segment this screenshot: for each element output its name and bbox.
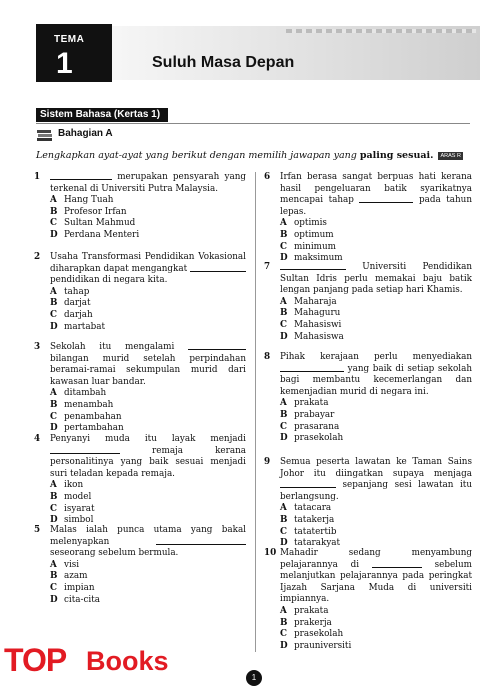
logo-part1: TOP	[4, 642, 67, 678]
tema-tab	[36, 24, 112, 82]
chapter-header	[36, 18, 480, 80]
question-9	[264, 457, 472, 550]
option-letter: C	[280, 319, 288, 330]
option-letter: C	[280, 421, 288, 432]
option-text: impian	[64, 582, 95, 593]
answer-blank	[188, 342, 246, 350]
answer-blank	[280, 364, 344, 372]
option-letter: B	[280, 308, 288, 319]
option-text: visi	[64, 559, 80, 570]
question-stem	[50, 172, 246, 195]
options	[50, 287, 246, 333]
option-text: menambah	[64, 399, 114, 410]
option-text: Mahaguru	[294, 308, 341, 319]
option-c	[280, 629, 472, 641]
option-text: prakerja	[294, 617, 332, 628]
option-text: pertambahan	[64, 423, 124, 434]
option-d	[280, 433, 472, 445]
option-text: ikon	[64, 480, 84, 491]
option-letter: B	[50, 571, 58, 582]
option-text: tatarakyat	[294, 538, 341, 549]
options	[280, 503, 472, 549]
option-text: ditambah	[64, 388, 107, 399]
question-stem	[280, 172, 472, 218]
option-d	[50, 230, 246, 242]
instruction	[36, 150, 463, 161]
option-letter: B	[50, 298, 58, 309]
options	[50, 195, 246, 241]
instruction-text: Lengkapkan ayat-ayat yang berikut dengan memilih jawapan yang	[36, 150, 360, 161]
option-text: Maharaja	[294, 296, 337, 307]
options	[280, 218, 472, 264]
stem-after-blank: bilangan murid setelah perpindahan beramai-ramai sekumpulan murid dari kawasan luar bandar.	[50, 353, 246, 387]
option-letter: B	[50, 491, 58, 502]
question-number: 4	[34, 434, 41, 444]
question-number: 3	[34, 342, 41, 352]
option-text: tatacara	[294, 503, 332, 514]
option-text: prauniversiti	[294, 640, 352, 651]
question-stem	[280, 352, 472, 398]
option-letter: C	[50, 582, 58, 593]
option-letter: D	[50, 229, 58, 240]
question-number: 9	[264, 457, 271, 467]
option-d	[280, 641, 472, 653]
question-number: 2	[34, 252, 41, 262]
options	[280, 606, 472, 652]
question-6	[264, 172, 472, 265]
options	[50, 388, 246, 434]
question-stem	[280, 457, 472, 503]
option-letter: D	[50, 423, 58, 434]
answer-blank	[50, 446, 120, 454]
stem-after-blank: Universiti Pendidikan Sultan Idris perlu memakai baju batik lengan panjang pada setiap hari Khamis.	[280, 262, 472, 296]
question-7	[264, 262, 472, 343]
question-number: 7	[264, 262, 271, 272]
topbooks-logo	[0, 640, 180, 684]
option-b	[50, 298, 246, 310]
option-b	[280, 410, 472, 422]
option-text: prabayar	[294, 409, 335, 420]
option-d	[50, 322, 246, 334]
question-1	[34, 172, 246, 242]
option-b	[50, 571, 246, 583]
section-slashes: //	[160, 106, 167, 120]
option-letter: C	[280, 241, 288, 252]
option-text: darjat	[64, 298, 91, 309]
answer-blank	[50, 172, 112, 180]
option-text: maksimum	[294, 253, 343, 264]
option-d	[280, 332, 472, 344]
option-a	[280, 297, 472, 309]
option-letter: A	[50, 480, 57, 491]
option-letter: D	[50, 594, 58, 605]
header-stripe	[286, 29, 476, 33]
option-a	[280, 503, 472, 515]
stem-after-blank: pendidikan di negara kita.	[50, 275, 168, 286]
stem-before-blank: Usaha Transformasi Pendidikan Vokasional diharapkan dapat mengangkat	[50, 252, 246, 274]
options	[50, 560, 246, 606]
option-c	[280, 422, 472, 434]
stem-before-blank: Penyanyi muda itu layak menjadi	[50, 434, 246, 444]
stem-before-blank: Pihak kerajaan perlu menyediakan	[280, 352, 472, 362]
option-text: prasarana	[294, 421, 340, 432]
options	[50, 480, 246, 526]
option-a	[280, 398, 472, 410]
answer-blank	[372, 560, 422, 568]
option-text: optimum	[294, 229, 334, 240]
question-number: 1	[34, 172, 41, 182]
option-letter: C	[50, 503, 58, 514]
tema-label: TEMA	[54, 34, 85, 45]
option-text: isyarat	[64, 503, 95, 514]
option-letter: B	[280, 617, 288, 628]
option-text: azam	[64, 571, 88, 582]
option-letter: A	[280, 398, 287, 409]
option-b	[280, 230, 472, 242]
option-c	[50, 412, 246, 424]
stem-before-blank: Mahadir sedang menyambung pelajarannya di	[280, 548, 472, 570]
answer-blank	[190, 264, 246, 272]
logo-part2: Books	[86, 646, 169, 676]
question-10	[264, 548, 472, 652]
answer-blank	[280, 262, 346, 270]
aras-badge: ARAS R	[440, 153, 461, 159]
option-letter: C	[50, 218, 58, 229]
stem-after-blank: pada tahun lepas.	[280, 195, 472, 217]
option-text: tahap	[64, 286, 90, 297]
question-number: 8	[264, 352, 271, 362]
option-b	[280, 308, 472, 320]
option-a	[50, 287, 246, 299]
question-8	[264, 352, 472, 445]
option-letter: A	[280, 605, 287, 616]
option-text: cita-cita	[64, 594, 101, 605]
option-text: model	[64, 491, 92, 502]
book-icon	[36, 128, 54, 142]
option-letter: C	[280, 629, 288, 640]
option-letter: A	[280, 503, 287, 514]
options	[280, 297, 472, 343]
question-2	[34, 252, 246, 333]
option-text: Profesor Irfan	[64, 206, 127, 217]
option-text: Perdana Menteri	[64, 229, 140, 240]
option-b	[280, 618, 472, 630]
option-c	[280, 527, 472, 539]
question-number: 6	[264, 172, 271, 182]
stem-before-blank: Semua peserta lawatan ke Taman Sains Johor itu diingatkan supaya menjaga	[280, 457, 472, 479]
tema-number: 1	[56, 47, 73, 80]
option-a	[50, 560, 246, 572]
question-stem	[50, 525, 246, 560]
option-text: Mahasiswa	[294, 331, 344, 342]
options	[280, 398, 472, 444]
page-number: 1	[246, 670, 262, 686]
option-c	[50, 310, 246, 322]
option-b	[280, 515, 472, 527]
bahagian-heading: Bahagian A	[58, 128, 113, 139]
option-text: darjah	[64, 309, 93, 320]
option-a	[50, 195, 246, 207]
option-text: Mahasiswi	[294, 319, 342, 330]
question-stem	[50, 252, 246, 287]
option-letter: C	[280, 526, 288, 537]
stem-after-blank: seseorang sebelum bermula.	[50, 548, 179, 559]
option-c	[50, 218, 246, 230]
stem-after-blank: remaja kerana personalitinya yang baik sesuai menjadi suri teladan kepada remaja.	[50, 445, 246, 479]
option-letter: B	[50, 399, 58, 410]
stem-before-blank: Malas ialah punca utama yang bakal melenyapkan	[50, 525, 246, 547]
section-label: Sistem Bahasa (Kertas 1)	[36, 108, 168, 122]
option-b	[50, 400, 246, 412]
option-letter: D	[280, 253, 288, 264]
option-letter: B	[280, 229, 288, 240]
option-text: tatatertib	[294, 526, 337, 537]
question-stem	[280, 548, 472, 606]
option-c	[280, 242, 472, 254]
question-4	[34, 434, 246, 527]
question-stem	[280, 262, 472, 297]
option-letter: D	[280, 538, 288, 549]
question-5	[34, 525, 246, 606]
option-a	[280, 218, 472, 230]
option-text: prakata	[294, 605, 329, 616]
stem-before-blank: Irfan berasa sangat berpuas hati kerana hasil pengeluaran batik syarikatnya mencapai tahap	[280, 172, 472, 206]
option-c	[280, 320, 472, 332]
option-b	[50, 492, 246, 504]
option-text: simbol	[64, 515, 94, 526]
question-number: 5	[34, 525, 41, 535]
option-a	[50, 388, 246, 400]
option-a	[280, 606, 472, 618]
option-c	[50, 583, 246, 595]
option-letter: D	[50, 321, 58, 332]
option-text: minimum	[294, 241, 336, 252]
question-number: 10	[264, 548, 277, 558]
option-letter: A	[50, 195, 57, 206]
option-text: tatakerja	[294, 514, 335, 525]
option-letter: B	[50, 206, 58, 217]
stem-after-blank: merupakan pensyarah yang terkenal di Universiti Putra Malaysia.	[50, 172, 246, 194]
option-letter: B	[280, 409, 288, 420]
option-letter: D	[50, 515, 58, 526]
option-letter: A	[50, 286, 57, 297]
question-stem	[50, 342, 246, 388]
option-text: prasekolah	[294, 629, 344, 640]
option-letter: D	[280, 331, 288, 342]
section-rule	[36, 123, 470, 124]
option-text: optimis	[294, 218, 327, 229]
option-text: penambahan	[64, 411, 122, 422]
option-letter: C	[50, 411, 58, 422]
option-text: Sultan Mahmud	[64, 218, 136, 229]
option-letter: C	[50, 309, 58, 320]
option-text: martabat	[64, 321, 105, 332]
option-d	[50, 423, 246, 435]
option-d	[50, 595, 246, 607]
option-c	[50, 504, 246, 516]
column-divider	[255, 172, 256, 652]
question-stem	[50, 434, 246, 480]
answer-blank	[156, 537, 246, 545]
option-letter: A	[280, 296, 287, 307]
option-letter: B	[280, 514, 288, 525]
instruction-bold: paling sesuai.	[359, 150, 434, 161]
option-b	[50, 207, 246, 219]
option-a	[50, 480, 246, 492]
stem-after-blank: yang baik di setiap sekolah bagi membantu kecemerlangan dan kemenjadian murid di negara ini.	[280, 363, 472, 397]
option-letter: A	[280, 218, 287, 229]
option-letter: A	[50, 559, 57, 570]
answer-blank	[359, 195, 413, 203]
stem-after-blank: sebelum melanjutkan pelajarannya pada peringkat Ijazah Sarjana Muda di universiti impiannya.	[280, 559, 472, 605]
option-letter: D	[280, 640, 288, 651]
chapter-title: Suluh Masa Depan	[152, 54, 295, 71]
option-text: Hang Tuah	[64, 195, 114, 206]
answer-blank	[280, 480, 336, 488]
question-3	[34, 342, 246, 435]
stem-before-blank: Sekolah itu mengalami	[50, 342, 188, 352]
stem-after-blank: sepanjang sesi lawatan itu berlangsung.	[280, 480, 472, 502]
option-letter: D	[280, 433, 288, 444]
option-letter: A	[50, 388, 57, 399]
option-text: prakata	[294, 398, 329, 409]
option-text: prasekolah	[294, 433, 344, 444]
